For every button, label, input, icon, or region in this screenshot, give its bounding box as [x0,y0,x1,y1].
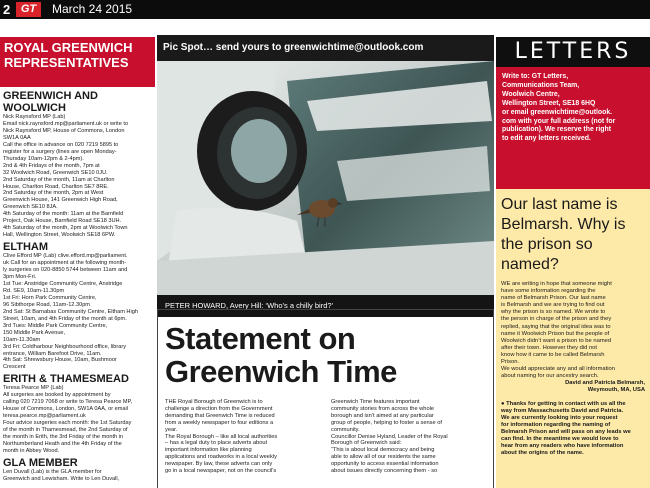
pic-spot-banner: Pic Spot… send yours to greenwichtime@outlook.com [157,35,494,61]
section-text: Clive Efford MP (Lab) clive.efford.mp@parliament. uk Call for an appointment at the following month- ly surgeries on 020-8850 5744 between 11am and 3pm Mon-Fri. 1st Tue: Anstridge Community Centre, Anstridge Rd. SE9, 10am-11.30pm 1st Fri: Horn Park Community Centre, 96 Sibthorpe Road, 11am-12.30pm 2nd Sat: St Barnabas Community Centre, Eltham High Street, 10am, and 4th Friday of the month at 6pm. 3rd Tues: Middle Park Community Centre, 150 Middle Park Avenue, 10am-11.30am 3rd Fri: Coldharbour Neighbourhood office, library entrance, William Barefoot Drive, 11am. 4th Sat: Shrewsbury House, 10am, Bushmoor Crescent [3,253,138,371]
representatives-column [0,19,155,488]
section-heading: GREENWICH AND WOOLWICH [3,90,98,114]
representatives-list [0,90,155,483]
bird-on-car-mirror-photo [157,61,494,295]
story-column-1: THE Royal Borough of Greenwich is to challenge a direction from the Government demanding that Greenwich Time is reduced from a weekly newspaper to four editions a year. The Royal Borough – like all local authorities – has a legal duty to place adverts about important information like planning applications and roadworks in a local weekly newspaper. By law, these adverts can only go in a local newspaper, not on the council’s [165,399,278,475]
center-column [157,19,494,488]
letters-title: LETTERS [496,37,650,67]
section-heading: ERITH & THAMESMEAD [3,373,129,386]
top-bar [0,0,650,19]
story-column-2: Greenwich Time features important community stories from across the whole borough and isn’t aimed at any particular group of people, helping to foster a sense of community. Councillor Denise Hyland, Leader of the Royal Borough of Greenwich said: “This is about local democracy and being able to allow all of our residents the same opportunity to access essential information about issues directly concerning them - so [331,399,448,475]
publication-date: March 24 2015 [52,2,133,16]
letter-body: WE are writing in hope that someone might have some information regarding the name of Belmarsh Prison. Our last name is Belmarsh and we are trying to find out why the prison is so named. We wrote to the person in charge of the prison and they replied, saying that the original idea was to name it Woolwich Prison but the people of Woolwich didn’t want a prison to be named after their town. However they did not know how it came to be called Belmarsh Prison. We would appreciate any and all information about naming for our ancestry search. [501,281,615,380]
letter-signature: David and Patricia Belmarsh, Weymouth, MA, USA [565,380,645,394]
photo-caption: PETER HOWARD, Avery Hill: ‘Who’s a chilly bird?’ [157,295,494,317]
story-headline: Statement on Greenwich Time [165,321,397,389]
letter-panel [496,189,650,488]
page-number: 2 [3,2,11,17]
section-text: Len Duvall (Lab) is the GLA member for Greenwich and Lewisham. Write to Len Duvall, [3,468,120,482]
section-text: Teresa Pearce MP (Lab) All surgeries are booked by appointment by calling 020 7219 7068 or write to Teresa Pearce MP, House of Commons, London, SW1A 0AA, or email teresa.pearce.mp@parliament.uk Four advice surgeries each month: the 1st Saturday of the month in Thamesmead, the 2nd Saturday of the month in Erith, the 3rd Friday of the month in Northumberland Heath and the 4th Friday of the month in Abbey Wood. [3,385,133,454]
letters-contact-box: Write to: GT Letters, Communications Team, Woolwich Centre, Wellington Street, SE18 6HQ or email greenwichtime@outlook. com with your full address (not for publication). We reserve the right to edit any letters received. [496,67,650,189]
letter-headline: Our last name is Belmarsh. Why is the prison so named? [501,196,626,273]
representatives-banner: ROYAL GREENWICH REPRESENTATIVES [0,37,155,87]
gt-logo: GT [16,2,41,17]
editor-reply: ● Thanks for getting in contact with us all the way from Massachusetts David and Patricia. We are currently looking into your request for information regarding the naming of Belmarsh Prison and will pass on any leads we can find. In the meantime we would love to hear from any readers who have information about the origins of the name. [501,400,631,457]
section-heading: ELTHAM [3,241,49,254]
section-text: Nick Raynsford MP (Lab) Email nick.raynsford.mp@parliament.uk or write to Nick Raynsford MP, House of Commons, London SW1A 0AA Call the office in advance on 020 7219 5895 to register for a surgery (lines are open Monday- Thursday 10am-12pm & 2-4pm). 2nd & 4th Fridays of the month, 7pm at 32 Woolwich Road, Greenwich SE10 0JU. 2nd Saturday of the month, 11am at Charlton House, Charlton Road, Charlton SE7 8RE. 2nd Saturday of the month, 2pm at West Greenwich House, 141 Greenwich High Road, Greenwich SE10 8JA. 4th Saturday of the month: 11am at the Barnfield Project, Oak House, Barnfield Road SE18 3UH. 4th Saturday of the month, 2pm at Woolwich Town Hall, Wellington Street, Woolwich SE18 6PW. [3,114,129,239]
section-heading: GLA MEMBER [3,456,78,469]
letters-column [496,19,650,488]
